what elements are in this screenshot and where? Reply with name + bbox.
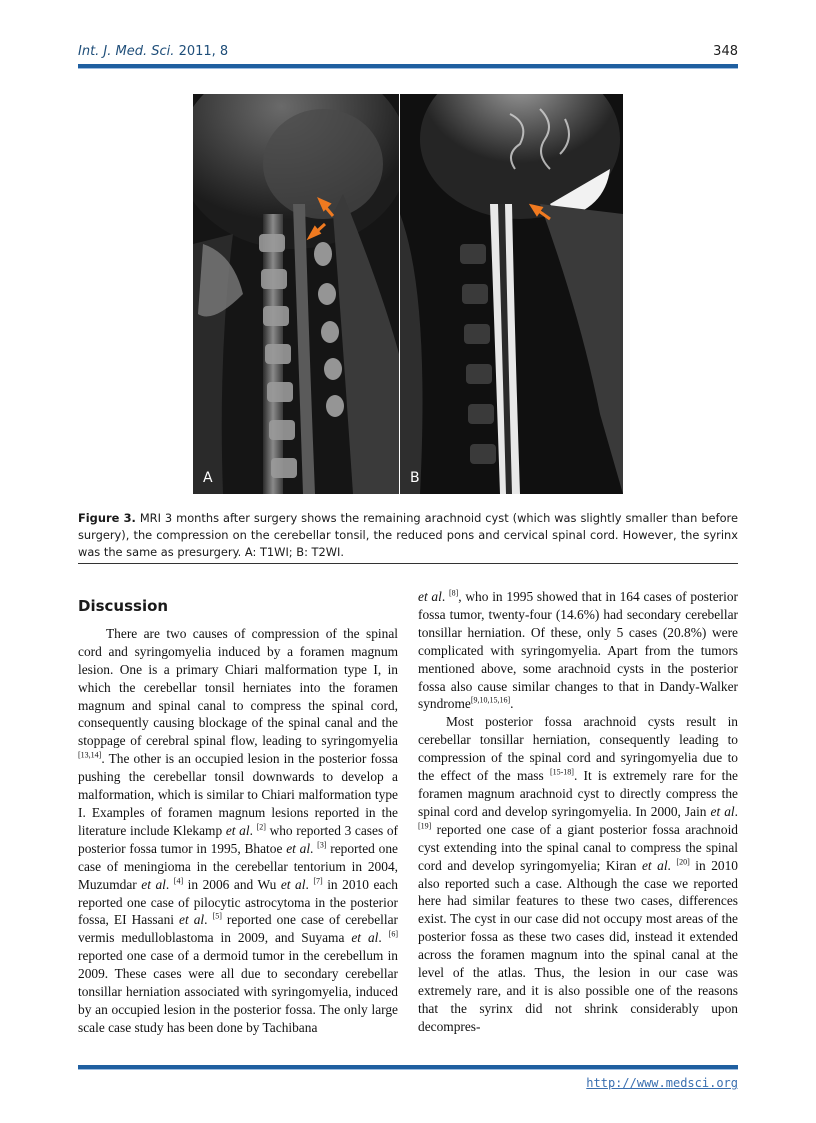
footer-rule (78, 1065, 738, 1070)
mri-panel-b-t2wi (400, 94, 623, 494)
paragraph-1-continued: et al. [8], who in 1995 showed that in 164 cases of posterior fossa tumor, twenty-four (14.6%) had secondary cerebellar tonsillar herniation. Of these, only 5 cases (20.8%) were complicated with syringomyelia. Apart from the tumors mentioned above, some arachnoid cysts in the posterior fossa also cause similar changes to that in Dandy-Walker syndrome[9,10,15,16]. (418, 588, 738, 712)
section-heading-discussion: Discussion (78, 597, 169, 615)
header-rule (78, 64, 738, 69)
panel-a-label: A (203, 470, 213, 486)
journal-url-link[interactable]: http://www.medsci.org (586, 1076, 738, 1090)
paragraph-1: There are two causes of compression of the spinal cord and syringomyelia induced by a foramen magnum lesion. One is a primary Chiari malformation type I, in which the cerebellar tonsil herniates into the foramen magnum and spinal canal to compress the spinal cord, consequently causing blockage of the spinal canal and the stoppage of cerebral spinal flow, leading to syringomyelia [13,14]. The other is an occupied lesion in the posterior fossa pushing the cerebellar tonsil downwards to develop a malformation, which is similar to Chiari malformation type I. Examples of foramen magnum lesions reported in the literature include Klekamp et al. [2] who reported 3 cases of posterior fossa tumor in 1995, Bhatoe et al. [3] reported one case of meningioma in the cerebellar tentorium in 2004, Muzumdar et al. [4] in 2006 and Wu et al. [7] in 2010 each reported one case of pilocytic astrocytoma in the posterior fossa, EI Hassani et al. [5] reported one case of cerebellar vermis medulloblastoma in 2009, and Suyama et al. [6] reported one case of a dermoid tumor in the cerebellum in 2009. These cases were all due to secondary cerebellar tonsillar herniation associated with syringomyelia, induced by an occupied lesion in the posterior fossa. The only large scale case study has been done by Tachibana (78, 625, 398, 1035)
mri-panel-a-t1wi (193, 94, 399, 494)
caption-text: MRI 3 months after surgery shows the remaining arachnoid cyst (which was slightly smaller than before surgery), the compression on the cerebellar tonsil, the reduced pons and cervical spinal cord. However, the syrinx was the same as presurgery. A: T1WI; B: T2WI. (78, 511, 738, 559)
caption-title: Figure 3. (78, 511, 136, 525)
caption-rule (78, 563, 738, 564)
page-header (78, 44, 738, 64)
panel-b-label: B (410, 470, 420, 486)
figure-caption (78, 510, 738, 561)
journal-title: Int. J. Med. Sci. 2011, 8 (78, 44, 229, 59)
mri-figure (193, 94, 623, 494)
page-number: 348 (713, 44, 738, 59)
column-left (78, 588, 398, 1037)
paragraph-2: Most posterior fossa arachnoid cysts result in cerebellar tonsillar herniation, consequently leading to compression of the spinal cord and syringomyelia due to the effect of the mass [15-18]. It is extremely rare for the foramen magnum arachnoid cyst to directly compress the spinal cord and develop syringomyelia. In 2000, Jain et al. [19] reported one case of a giant posterior fossa arachnoid cyst extending into the spinal canal to compress the spinal cord and develop syringomyelia; Kiran et al. [20] in 2010 also reported such a case. Although the case we reported here had similar features to these two cases, differences exist. The cyst in our case did not occupy most areas of the posterior fossa as these two cases did, instead it extended across the foramen magnum into the spinal canal at the level of the atlas. Thus, the lesion in our case was extremely rare, and it is also possible one of the reasons that the syrinx did not shrink considerably upon decompres- (418, 714, 739, 1034)
column-right (418, 588, 738, 1036)
